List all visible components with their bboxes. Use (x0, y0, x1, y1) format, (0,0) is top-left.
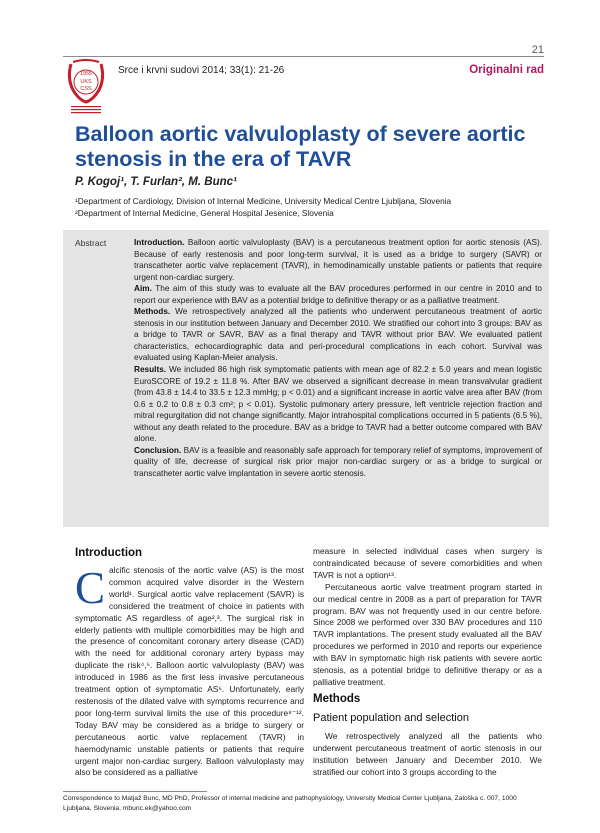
abstract-introduction: Introduction. Balloon aortic valvuloplasty (BAV) is a percutaneous treatment option for aortic stenosis (AS). Because of early restenosis and poor long-term survival, it is used as a bridge to surgery (SAVR) or transcatheter aortic valve replacement (TAVR), in hemodinamically unstable patients or patients that require urgent non-cardiac surgery. (134, 238, 542, 282)
abstract-label: Abstract (75, 238, 107, 248)
section-label: Originalni rad (469, 64, 544, 76)
logo-text-1: UKS (80, 79, 92, 85)
correspondence-footnote: Correspondence to Matjaž Bunc, MD PhD, Professor of internal medicine and pathophysiology, University Medical Center Ljubljana, Zaloška c. 007, 1000 Ljubljana, Slovenia, mbunc.ek@yahoo.com (63, 795, 517, 812)
affiliation-1: ¹Department of Cardiology, Division of Internal Medicine, University Medical Centre Ljubljana, Slovenia (75, 196, 452, 206)
logo-text-2: CSS (80, 86, 92, 92)
logo-year: 1955 (79, 71, 93, 77)
abstract-results: Results. We included 86 high risk symptomatic patients with mean age of 82.2 ± 5.0 years and mean logistic EuroSCORE of 19.2 ± 11.8 %. After BAV we observed a significant decrease in mean transvalvular gradient (from 43.8 ± 14.4 to 33.5 ± 12.3 mmHg; p < 0.01) and a significant increase in aortic valve area after BAV (from 0.6 ± 0.2 to 0.8 ± 0.3 cm²; p < 0.01). Systolic pulmonary artery pressure, left ventricle rejection fraction and mitral regurgitation did not change significantly. Major intrahospital complications occurred in 5 patients (6.5 %), without any death related to the procedure. BAV as a bridge to TAVR had a better outcome compared with BAV alone. (134, 365, 543, 444)
column-left (75, 565, 304, 779)
introduction-paragraph-1-continued: measure in selected individual cases when surgery is contraindicated because of severe comorbidities and when TAVR is not a option¹³. (313, 546, 542, 580)
introduction-paragraph-1: Calcific stenosis of the aortic valve (AS) is the most common acquired valve disorder in the Western world¹. Surgical aortic valve replacement (SAVR) is considered the treatment of choice in patients with symptomatic AS regardless of age²,³. The surgical risk in elderly patients with multiple comorbidities may be high and the presence of concomitant coronary artery disease (CAD) with the need for additional coronary artery bypass may duplicate the risk⁴,⁵. Balloon aortic valvuloplasty (BAV) was introduced in 1986 as the first less invasive percutaneous treatment option of symptomatic AS⁶. Unfortunately, early restenosis of the dilated valve with symptoms recurrence and poor long-term survival limits the use of this procedure⁸⁻¹². Today BAV may be considered as a bridge to surgery or percutaneous aortic valve replacement (TAVR) in haemodynamic unstable patients or patients that require urgent major non-cardiac surgery. Balloon valvuloplasty may also be considered as a palliative (75, 563, 304, 778)
authors: P. Kogoj¹, T. Furlan², M. Bunc¹ (75, 176, 237, 188)
abstract-conclusion: Conclusion. BAV is a feasible and reasonably safe approach for temporary relief of symptoms, improvement of quality of life, decrease of surgical risk prior major non-cardiac surgery or as a bridge to surgical or transcatheter aortic valve implantation in severe aortic stenosis. (134, 445, 542, 478)
abstract-text (134, 237, 542, 479)
abstract-aim: Aim. The aim of this study was to evaluate all the BAV procedures performed in our centre in 2010 and to report our experience with BAV as a potential bridge to definitive therapy or as a palliative treatment. (134, 284, 542, 305)
introduction-heading: Introduction (75, 547, 143, 559)
footnote-rule (63, 791, 207, 792)
journal-reference: Srce i krvni sudovi 2014; 33(1): 21-26 (118, 65, 285, 76)
column-right (313, 546, 542, 689)
drop-cap: C (75, 563, 106, 613)
introduction-paragraph-2: Percutaneous aortic valve treatment program started in our medical centre in 2008 as a part of preparation for TAVR program. BAV was not frequently used in our centre before. Since 2008 we performed over 330 BAV procedures and 110 TAVR implantations. The present study evaluated all the BAV procedures we performed in 2010 and reports our experience with BAV in symptomatic high risk patients with severe aortic stenosis, as a potential bridge to definitive therapy or as a palliative treatment. (313, 581, 542, 687)
abstract-methods: Methods. We retrospectively analyzed all the patients who underwent percutaneous treatment of aortic stenosis in our institution between January and December 2010. We stratified our cohort into 3 groups: BAV as a bridge to TAVR or SAVR, BAV as a final therapy and TAVR without prior BAV. We evaluated patient characteristics, echocardiographic data and peri-procedural complications in each cohort. Survival was evaluated using Kaplan-Meier analysis. (134, 307, 543, 363)
header-rule (63, 56, 544, 57)
methods-paragraph-1: We retrospectively analyzed all the patients who underwent percutaneous treatment of aortic stenosis in our institution between January and December 2010. We stratified our cohort into 3 groups according to the (313, 731, 542, 777)
page-number: 21 (531, 44, 544, 56)
journal-logo-icon (63, 58, 109, 114)
article-title: Balloon aortic valvuloplasty of severe aortic stenosis in the era of TAVR (75, 122, 526, 171)
affiliation-2: ²Department of Internal Medicine, General Hospital Jesenice, Slovenia (75, 208, 334, 218)
patient-population-subheading: Patient population and selection (313, 712, 469, 724)
methods-heading: Methods (313, 693, 361, 705)
